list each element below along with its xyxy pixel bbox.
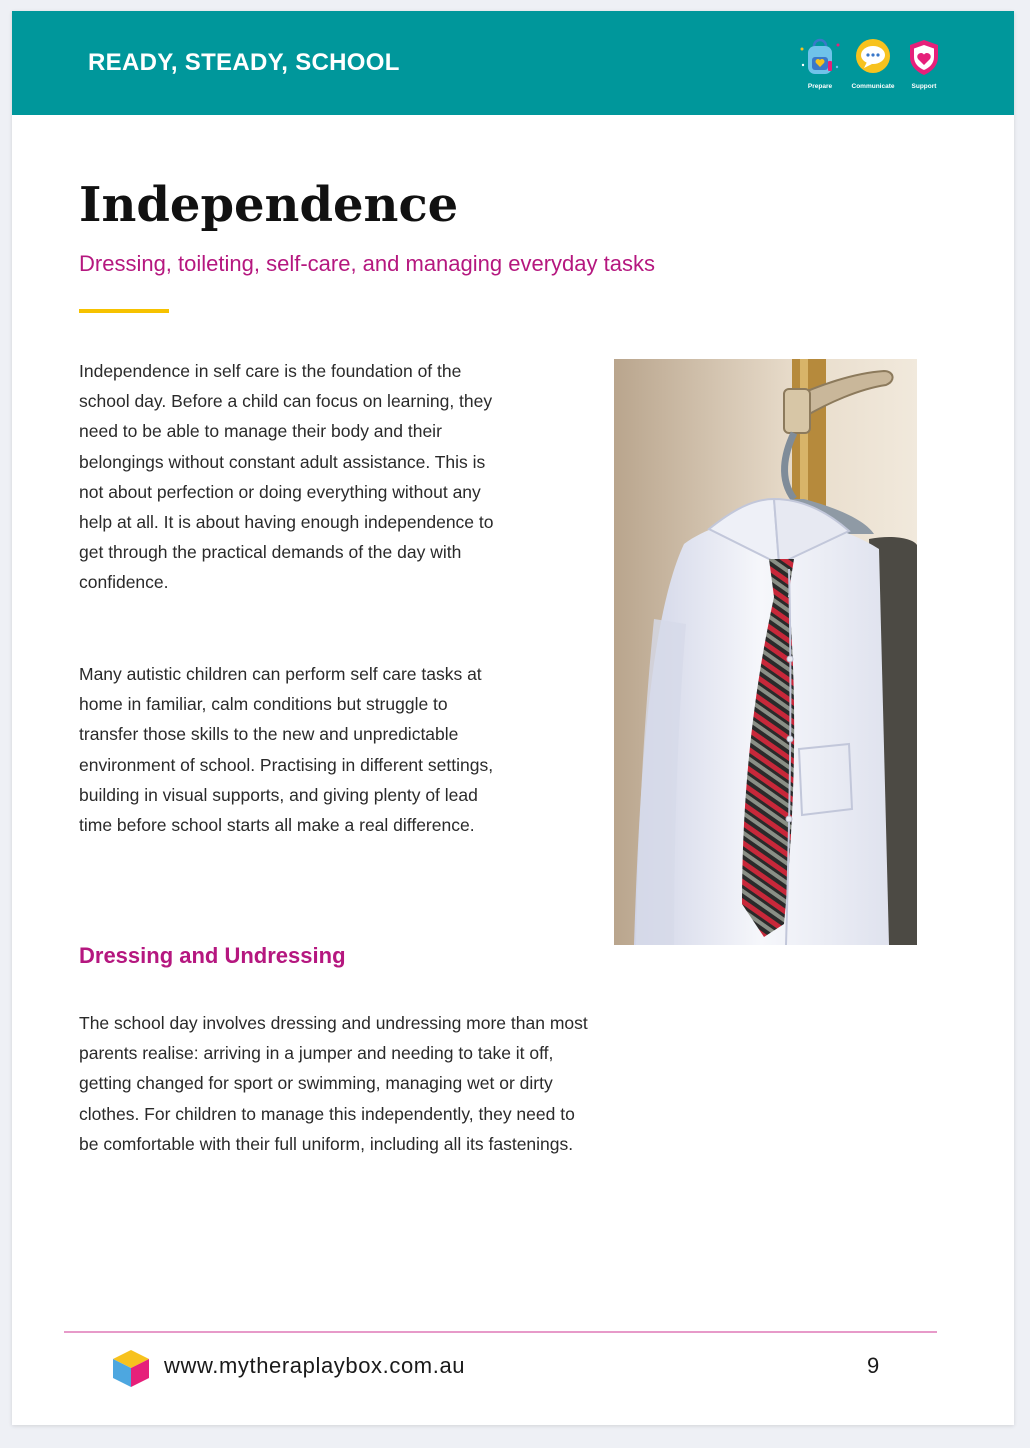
communicate-badge <box>851 37 895 90</box>
prepare-badge-label: Prepare <box>807 83 833 90</box>
accent-divider <box>79 309 169 313</box>
heart-shield-icon <box>902 37 946 77</box>
cube-logo-icon <box>110 1347 152 1389</box>
page-header <box>12 11 1014 115</box>
page-number: 9 <box>867 1353 880 1378</box>
section-paragraph: The school day involves dressing and undressing more than most parents realise: arriving in a jumper and needing to take it off, getting changed for sport or swimming, managing wet or dirty clothes. For children to manage this independently, they need to be comfortable with their full uniform, including all its fastenings. <box>79 1013 588 1154</box>
header-title: READY, STEADY, SCHOOL <box>88 49 400 76</box>
support-badge <box>902 37 946 90</box>
page-title: Independence <box>79 177 459 233</box>
footer-divider <box>64 1331 937 1333</box>
speech-bubble-icon <box>851 37 895 77</box>
communicate-badge-label: Communicate <box>851 83 895 90</box>
header-badges <box>798 37 948 99</box>
section-heading: Dressing and Undressing <box>79 943 346 968</box>
backpack-icon <box>798 37 842 77</box>
shirt-and-tie-illustration <box>614 359 917 945</box>
page-subtitle: Dressing, toileting, self-care, and managing everyday tasks <box>79 251 655 276</box>
uniform-photo <box>614 359 917 945</box>
document-page <box>12 11 1014 1425</box>
intro-paragraph: Independence in self care is the foundation of the school day. Before a child can focus on learning, they need to be able to manage their body and their belongings without constant adult assistance. This is not about perfection or doing everything without any help at all. It is about having enough independence to get through the practical demands of the day with confidence. <box>79 361 494 593</box>
body-paragraph: Many autistic children can perform self care tasks at home in familiar, calm conditions but struggle to transfer those skills to the new and unpredictable environment of school. Practising in different settings, building in visual supports, and giving plenty of lead time before school starts all make a real difference. <box>79 664 494 836</box>
footer-website-link[interactable]: www.mytheraplaybox.com.au <box>164 1353 466 1378</box>
support-badge-label: Support <box>911 83 937 90</box>
prepare-badge <box>798 37 842 90</box>
